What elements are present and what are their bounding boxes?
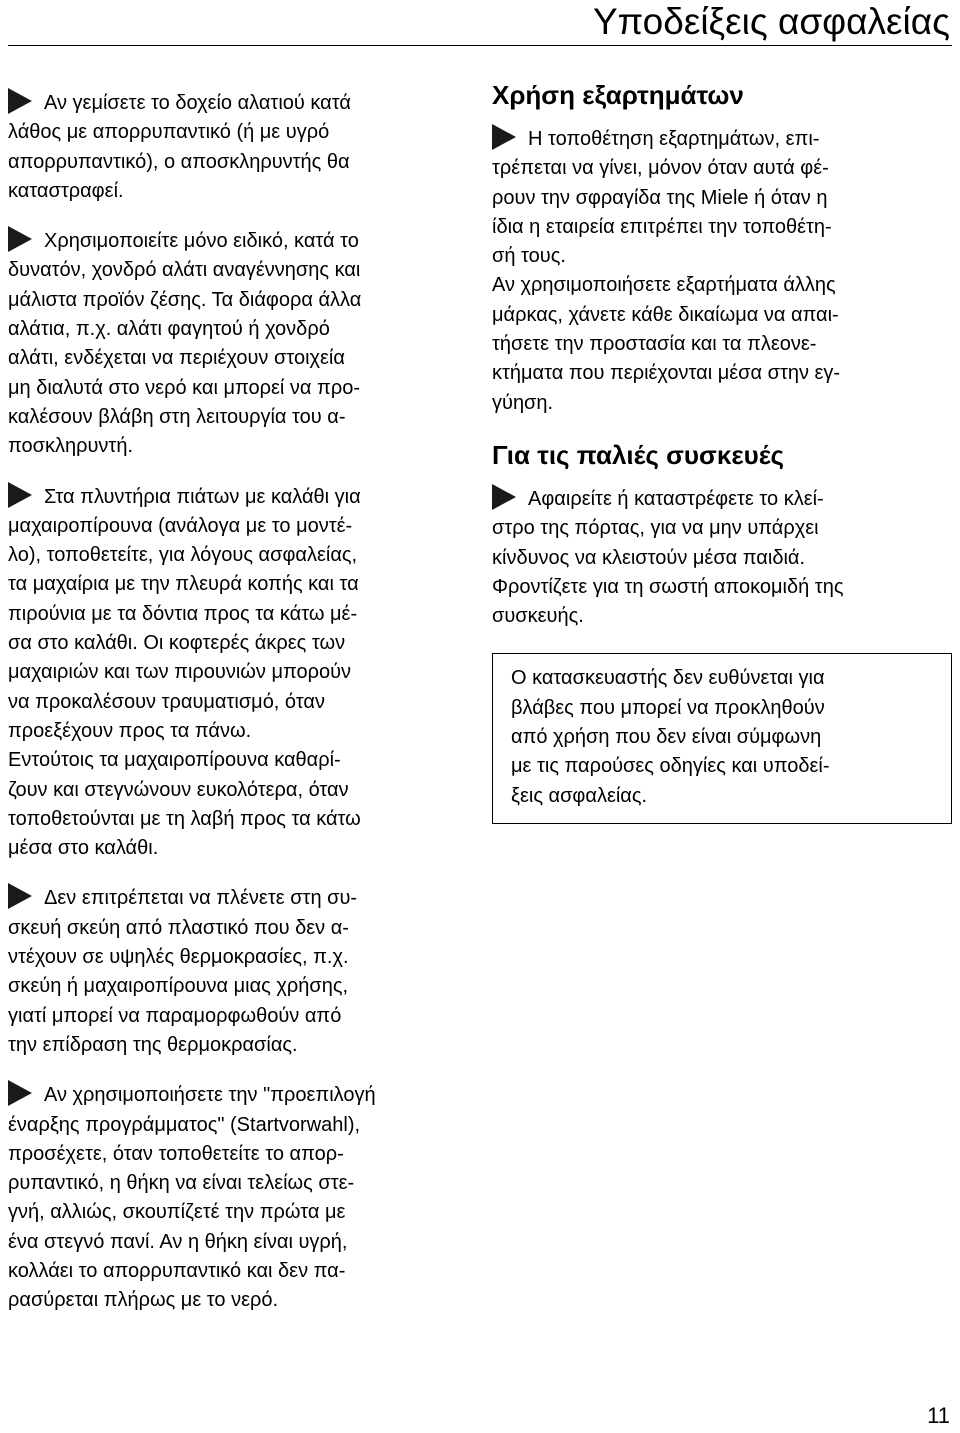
text-line: κολλάει το απορρυπαντικό και δεν πα- (8, 1259, 346, 1282)
triangle-bullet-icon (8, 482, 32, 508)
safety-paragraph (8, 883, 470, 1060)
text-line: ένα στεγνό πανί. Αν η θήκη είναι υγρή, (8, 1230, 348, 1253)
text-line: τρέπεται να γίνει, μόνον όταν αυτά φέ- (492, 157, 829, 180)
text-line: Η τοποθέτηση εξαρτημάτων, επι- (492, 124, 952, 154)
text-line: σή τους. (492, 245, 566, 268)
safety-paragraph (8, 1080, 470, 1315)
text-line: ποσκληρυντή. (8, 435, 133, 458)
text-line: σκεύη ή μαχαιροπίρουνα μιας χρήσης, (8, 975, 349, 998)
left-column (8, 88, 470, 1336)
text-line: να προκαλέσουν τραυματισμό, όταν (8, 690, 325, 713)
section-heading: Χρήση εξαρτημάτων (492, 80, 744, 110)
triangle-bullet-icon (492, 124, 516, 150)
triangle-bullet-icon (8, 1080, 32, 1106)
safety-paragraph (492, 124, 952, 418)
manufacturer-notice-box (492, 653, 952, 823)
text-line: στρο της πόρτας, για να μην υπάρχει (492, 517, 819, 540)
triangle-bullet-icon (8, 226, 32, 252)
text-line: προσέχετε, όταν τοποθετείτε το απορ- (8, 1142, 344, 1165)
text-line: μαχαιριών και των πιρουνιών μπορούν (8, 661, 352, 684)
text-line: Στα πλυντήρια πιάτων με καλάθι για (8, 482, 470, 512)
text-line: καταστραφεί. (8, 179, 124, 202)
text-line: Φροντίζετε για τη σωστή αποκομιδή της (492, 575, 844, 598)
text-line: πιρούνια με τα δόντια προς τα κάτω μέ- (8, 602, 358, 625)
section-heading: Για τις παλιές συσκευές (492, 439, 785, 470)
safety-paragraph (8, 226, 470, 461)
text-line: βλάβες που μπορεί να προκληθούν (511, 696, 825, 719)
text-line: Ο κατασκευαστής δεν ευθύνεται για (511, 667, 825, 690)
text-line: από χρήση που δεν είναι σύμφωνη (511, 726, 822, 749)
text-line: Χρησιμοποιείτε μόνο ειδικό, κατά το (8, 226, 470, 256)
page-title: Υποδείξεις ασφαλείας (592, 1, 950, 42)
text-line: ρυπαντικό, η θήκη να είναι τελείως στε- (8, 1172, 355, 1195)
text-line: λάθος με απορρυπαντικό (ή με υγρό (8, 121, 330, 144)
text-line: τήσετε την προστασία και τα πλεονε- (492, 333, 817, 356)
text-line: Εντούτοις τα μαχαιροπίρουνα καθαρί- (8, 749, 341, 772)
text-line: τοποθετούνται με τη λαβή προς τα κάτω (8, 807, 361, 830)
text-line: κίνδυνος να κλειστούν μέσα παιδιά. (492, 546, 806, 569)
safety-paragraph (492, 484, 952, 631)
text-line: συσκευής. (492, 605, 584, 628)
text-line: Αν γεμίσετε το δοχείο αλατιού κατά (8, 88, 470, 118)
text-line: ρουν την σφραγίδα της Miele ή όταν η (492, 186, 828, 209)
text-line: Αν χρησιμοποιήσετε την "προεπιλογή (8, 1080, 470, 1110)
text-line: Αφαιρείτε ή καταστρέφετε το κλεί- (492, 484, 952, 514)
text-line: ρασύρεται πλήρως με το νερό. (8, 1289, 279, 1312)
text-line: λο), τοποθετείτε, για λόγους ασφαλείας, (8, 544, 358, 567)
triangle-bullet-icon (492, 484, 516, 510)
text-line: γνή, αλλιώς, σκουπίζετέ την πρώτα με (8, 1201, 346, 1224)
text-line: γιατί μπορεί να παραμορφωθούν από (8, 1004, 342, 1027)
triangle-bullet-icon (8, 88, 32, 114)
text-line: απορρυπαντικό), ο αποσκληρυντής θα (8, 150, 350, 173)
page-number: 11 (927, 1403, 950, 1428)
text-line: προεξέχουν προς τα πάνω. (8, 719, 252, 742)
triangle-bullet-icon (8, 883, 32, 909)
text-line: δυνατόν, χονδρό αλάτι αναγέννησης και (8, 259, 361, 282)
safety-paragraph (8, 482, 470, 864)
text-line: ξεις ασφαλείας. (511, 784, 648, 807)
text-line: κτήματα που περιέχονται μέσα στην εγ- (492, 362, 841, 385)
text-line: Δεν επιτρέπεται να πλένετε στη συ- (8, 883, 470, 913)
text-line: καλέσουν βλάβη στη λειτουργία του α- (8, 405, 346, 428)
text-line: μάλιστα προϊόν ζέσης. Τα διάφορα άλλα (8, 288, 362, 311)
header-divider (8, 45, 952, 46)
text-line: σκευή σκεύη από πλαστικό που δεν α- (8, 916, 349, 939)
text-line: μέσα στο καλάθι. (8, 837, 159, 860)
safety-paragraph (8, 88, 470, 206)
text-line: σα στο καλάθι. Οι κοφτερές άκρες των (8, 632, 346, 655)
text-line: τα μαχαίρια με την πλευρά κοπής και τα (8, 573, 359, 596)
right-column (492, 78, 952, 824)
text-line: ζουν και στεγνώνουν ευκολότερα, όταν (8, 778, 349, 801)
text-line: αλάτια, π.χ. αλάτι φαγητού ή χονδρό (8, 318, 330, 341)
text-line: μάρκας, χάνετε κάθε δικαίωμα να απαι- (492, 303, 839, 326)
text-line: Αν χρησιμοποιήσετε εξαρτήματα άλλης (492, 274, 836, 297)
text-line: ντέχουν σε υψηλές θερμοκρασίες, π.χ. (8, 946, 349, 969)
text-line: ίδια η εταιρεία επιτρέπει την τοποθέτη- (492, 215, 832, 238)
text-line: αλάτι, ενδέχεται να περιέχουν στοιχεία (8, 347, 345, 370)
text-line: την επίδραση της θερμοκρασίας. (8, 1033, 298, 1056)
text-line: έναρξης προγράμματος" (Startvorwahl), (8, 1113, 361, 1136)
text-line: με τις παρούσες οδηγίες και υποδεί- (511, 755, 830, 778)
text-line: γύηση. (492, 391, 554, 414)
text-line: μη διαλυτά στο νερό και μπορεί να προ- (8, 376, 361, 399)
text-line: μαχαιροπίρουνα (ανάλογα με το μοντέ- (8, 514, 353, 537)
